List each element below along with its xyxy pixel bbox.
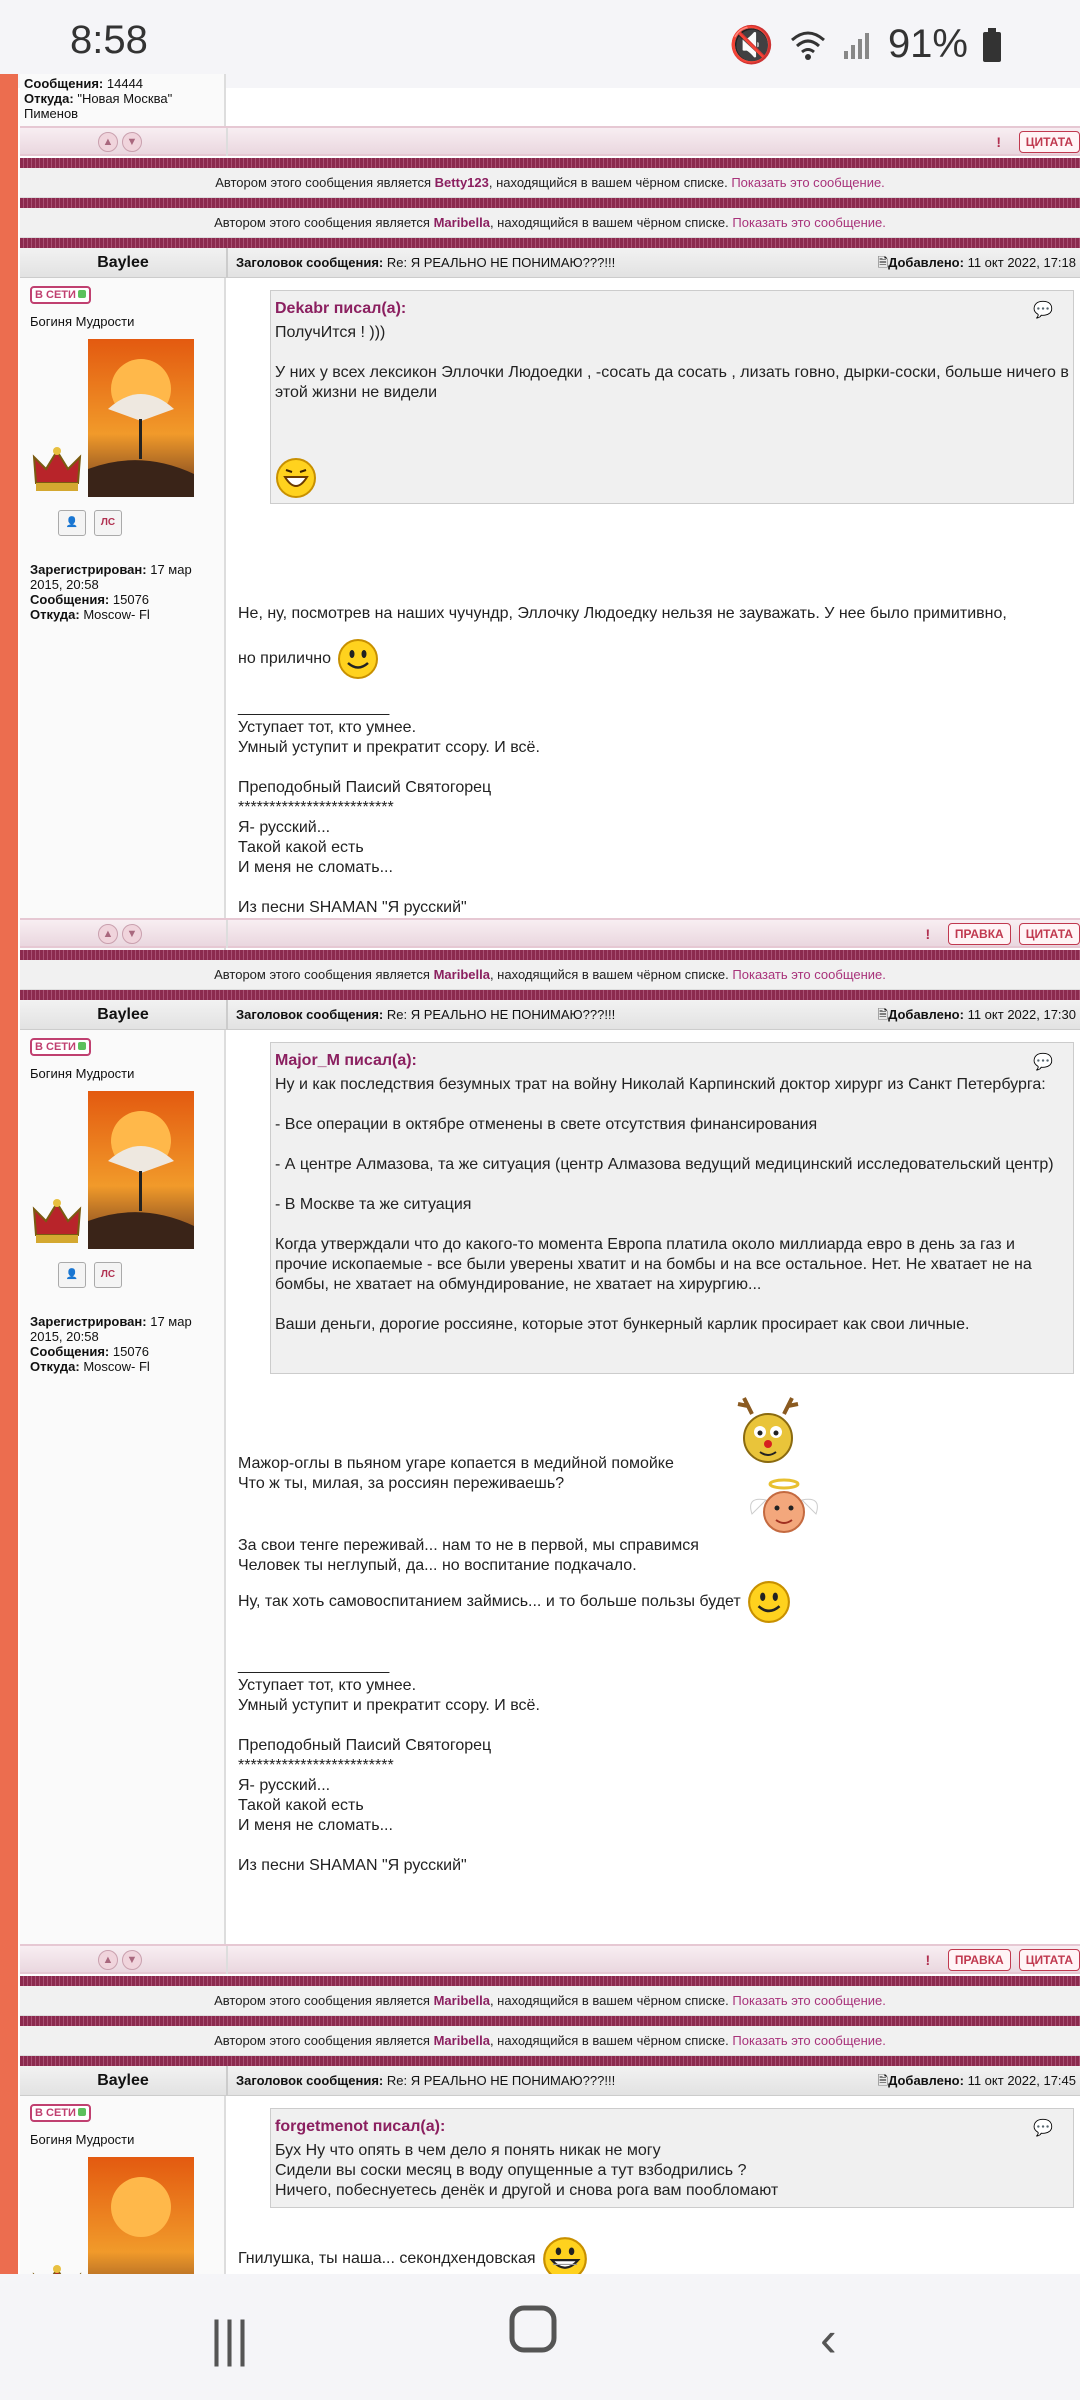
down-arrow-icon[interactable]: ▼ [122,132,142,152]
post-text: Мажор-оглы в пьяном угаре копается в медийной помойке [238,1455,674,1472]
quote-block [270,2108,1074,2208]
left-accent-bar [0,74,18,2274]
post-header [20,1000,1080,1030]
report-icon[interactable]: ! [925,1952,931,1968]
up-arrow-icon[interactable]: ▲ [98,132,118,152]
post-subject: Заголовок сообщения: Re: Я РЕАЛЬНО НЕ ПОНИМАЮ???!!! [236,1007,616,1022]
status-time: 8:58 [70,18,148,62]
quote-text: Ну и как последствия безумных трат на войну Николай Карпинский доктор хирург из Санкт Петербурга: - Все операции в октябре отменены в свете отсутствия финансирования - А центре Алмазова, та же ситуация (центр Алмазова ведущий медицинский исследовательский центр) - В Москве та же ситуация Когда утверждали что до какого-то момента Европа платила около миллиарда евро в день за газ и прочие ископаемые - все были уверены хватит и на бомбы и на все остальное. Нет. Не хватает не на бомбы, не хватает на обмундирование, не хватает на хирургию... Ваши деньги, дорогие россияне, которые этот бункерный карлик просирает как свои личные. [275,1076,1054,1333]
report-icon[interactable]: ! [925,926,931,942]
post-action-bar [20,1944,1080,1974]
battery-icon [982,28,1002,62]
laughing-smiley-icon [275,457,317,499]
mute-icon: 🔇 [729,23,774,65]
post-text: За свои тенге переживай... нам то не в первой, мы справимся [238,1537,699,1554]
wifi-icon [788,28,828,62]
post-header [20,2066,1080,2096]
down-arrow-icon[interactable]: ▼ [122,1950,142,1970]
previous-post-profile: Сообщения: 14444 Откуда: "Новая Москва" Пименов [20,74,1080,126]
separator-stripe [20,2056,1080,2066]
user-rank: Богиня Мудрости [30,2132,135,2147]
quote-bubble-icon[interactable]: 💬 [1033,2120,1053,2137]
profile-icon[interactable]: 👤 [58,1262,86,1288]
post-text: Человек ты неглупый, да... но воспитание подкачало. [238,1557,637,1574]
blacklist-notice: Автором этого сообщения является Maribella, находящийся в вашем чёрном списке. Показать это сообщение. [20,1986,1080,2016]
post-icon: 🗎 [877,255,889,270]
quote-author: Dekabr писал(а): [275,300,407,317]
post-author[interactable]: Baylee [97,254,149,271]
registration-info: Зарегистрирован: 17 мар 2015, 20:58 Сообщения: 15076 Откуда: Moscow- Fl [30,1314,192,1374]
post-body [20,2096,1080,2274]
separator-stripe [20,2016,1080,2026]
separator-stripe [20,238,1080,248]
quote-block [270,1042,1074,1374]
show-message-link[interactable]: Показать это сообщение. [732,2033,886,2048]
quote-block [270,290,1074,504]
registration-info: Зарегистрирован: 17 мар 2015, 20:58 Сообщения: 15076 Откуда: Moscow- Fl [30,562,192,622]
avatar[interactable] [88,339,194,497]
blacklist-notice: Автором этого сообщения является Maribella, находящийся в вашем чёрном списке. Показать это сообщение. [20,2026,1080,2056]
post-date: 🗎Добавлено: 11 окт 2022, 17:30 [877,1007,1076,1022]
author-profile [20,2096,226,2274]
edit-button[interactable]: ПРАВКА [948,923,1011,945]
quote-author: forgetmenot писал(а): [275,2118,446,2135]
post-action-bar [20,918,1080,948]
back-icon[interactable]: ‹ [820,2311,837,2367]
quote-text: ПолучИтся ! ))) У них у всех лексикон Эллочки Людоедки , -сосать да сосать , лизать говно, дырки-соски, больше ничего в этой жизни не видели [275,324,1069,401]
post-body [20,278,1080,998]
recent-apps-icon[interactable]: ||| [210,2311,249,2367]
pm-button[interactable]: ЛС [94,1262,122,1288]
post-text: Ну, так хоть самовоспитанием займись... и то больше пользы будет [238,1593,741,1610]
post-subject: Заголовок сообщения: Re: Я РЕАЛЬНО НЕ ПОНИМАЮ???!!! [236,255,616,270]
blacklist-notice: Автором этого сообщения является Betty123, находящийся в вашем чёрном списке. Показать это сообщение. [20,168,1080,198]
post-icon: 🗎 [877,1007,889,1022]
author-profile [20,278,226,998]
smiley-icon [747,1580,791,1624]
post-text: Не, ну, посмотрев на наших чучундр, Эллочку Людоедку нельзя не зауважать. У нее было примитивно, [238,605,1007,622]
android-nav-bar [0,2274,1080,2400]
show-message-link[interactable]: Показать это сообщение. [732,967,886,982]
pm-button[interactable]: ЛС [94,510,122,536]
post-text: Гнилушка, ты наша... секондхендовская [238,2250,536,2267]
separator-stripe [20,1976,1080,1986]
online-badge: В СЕТИ [30,1038,91,1056]
signal-icon [842,29,874,61]
post-icon: 🗎 [877,2073,889,2088]
user-rank: Богиня Мудрости [30,1066,135,1081]
separator-stripe [20,198,1080,208]
post-action-bar [20,126,1080,156]
profile-icon[interactable]: 👤 [58,510,86,536]
show-message-link[interactable]: Показать это сообщение. [732,215,886,230]
up-arrow-icon[interactable]: ▲ [98,924,118,944]
edit-button[interactable]: ПРАВКА [948,1949,1011,1971]
author-profile [20,1030,226,1952]
grinning-smiley-icon [542,2236,588,2274]
crown-icon [30,1195,84,1249]
status-icons [729,22,1002,67]
post-text: Что ж ты, милая, за россиян переживаешь? [238,1475,565,1492]
report-icon[interactable]: ! [996,134,1002,150]
post-text: но прилично [238,650,332,667]
separator-stripe [20,950,1080,960]
home-icon[interactable] [508,2304,558,2366]
smiley-icon [337,638,379,680]
online-badge: В СЕТИ [30,286,91,304]
post-author[interactable]: Baylee [97,1006,149,1023]
online-badge: В СЕТИ [30,2104,91,2122]
crown-icon [30,443,84,497]
post-header [20,248,1080,278]
separator-stripe [20,158,1080,168]
post-date: 🗎Добавлено: 11 окт 2022, 17:45 [877,2073,1076,2088]
quote-text: Бух Ну что опять в чем дело я понять никак не могу Сидели вы соски месяц в воду опущенные а тут взбодрились ? Ничего, побеснуетесь денёк и другой и снова рога вам пообломают [275,2142,779,2199]
signature: _________________ Уступает тот, кто умнее. Умный уступит и прекратит ссору. И всё. Преподобный Паисий Святогорец ************************* Я- русский... Такой какой есть И меня не сломать... Из песни SHAMAN "Я русский" [238,699,540,916]
show-message-link[interactable]: Показать это сообщение. [732,1993,886,2008]
quote-button[interactable]: ЦИТАТА [1019,131,1080,153]
separator-stripe [20,990,1080,1000]
up-arrow-icon[interactable]: ▲ [98,1950,118,1970]
down-arrow-icon[interactable]: ▼ [122,924,142,944]
avatar[interactable] [88,2157,194,2274]
battery-percent: 91% [887,22,968,66]
quote-button[interactable]: ЦИТАТА [1019,923,1080,945]
quote-author: Major_M писал(а): [275,1052,417,1069]
signature: _________________ Уступает тот, кто умнее. Умный уступит и прекратит ссору. И всё. Преподобный Паисий Святогорец ************************* Я- русский... Такой какой есть И меня не сломать... Из песни SHAMAN "Я русский" [238,1657,540,1874]
post-author[interactable]: Baylee [97,2072,149,2089]
blacklist-notice: Автором этого сообщения является Maribella, находящийся в вашем чёрном списке. Показать это сообщение. [20,960,1080,990]
post-subject: Заголовок сообщения: Re: Я РЕАЛЬНО НЕ ПОНИМАЮ???!!! [236,2073,616,2088]
avatar[interactable] [88,1091,194,1249]
blacklist-notice: Автором этого сообщения является Maribella, находящийся в вашем чёрном списке. Показать это сообщение. [20,208,1080,238]
show-message-link[interactable]: Показать это сообщение. [731,175,885,190]
post-date: 🗎Добавлено: 11 окт 2022, 17:18 [877,255,1076,270]
quote-bubble-icon[interactable]: 💬 [1033,302,1053,319]
post-body [20,1030,1080,1952]
forum-page [0,74,1080,2274]
crown-icon [30,2261,84,2274]
quote-bubble-icon[interactable]: 💬 [1033,1054,1053,1071]
quote-button[interactable]: ЦИТАТА [1019,1949,1080,1971]
user-rank: Богиня Мудрости [30,314,135,329]
